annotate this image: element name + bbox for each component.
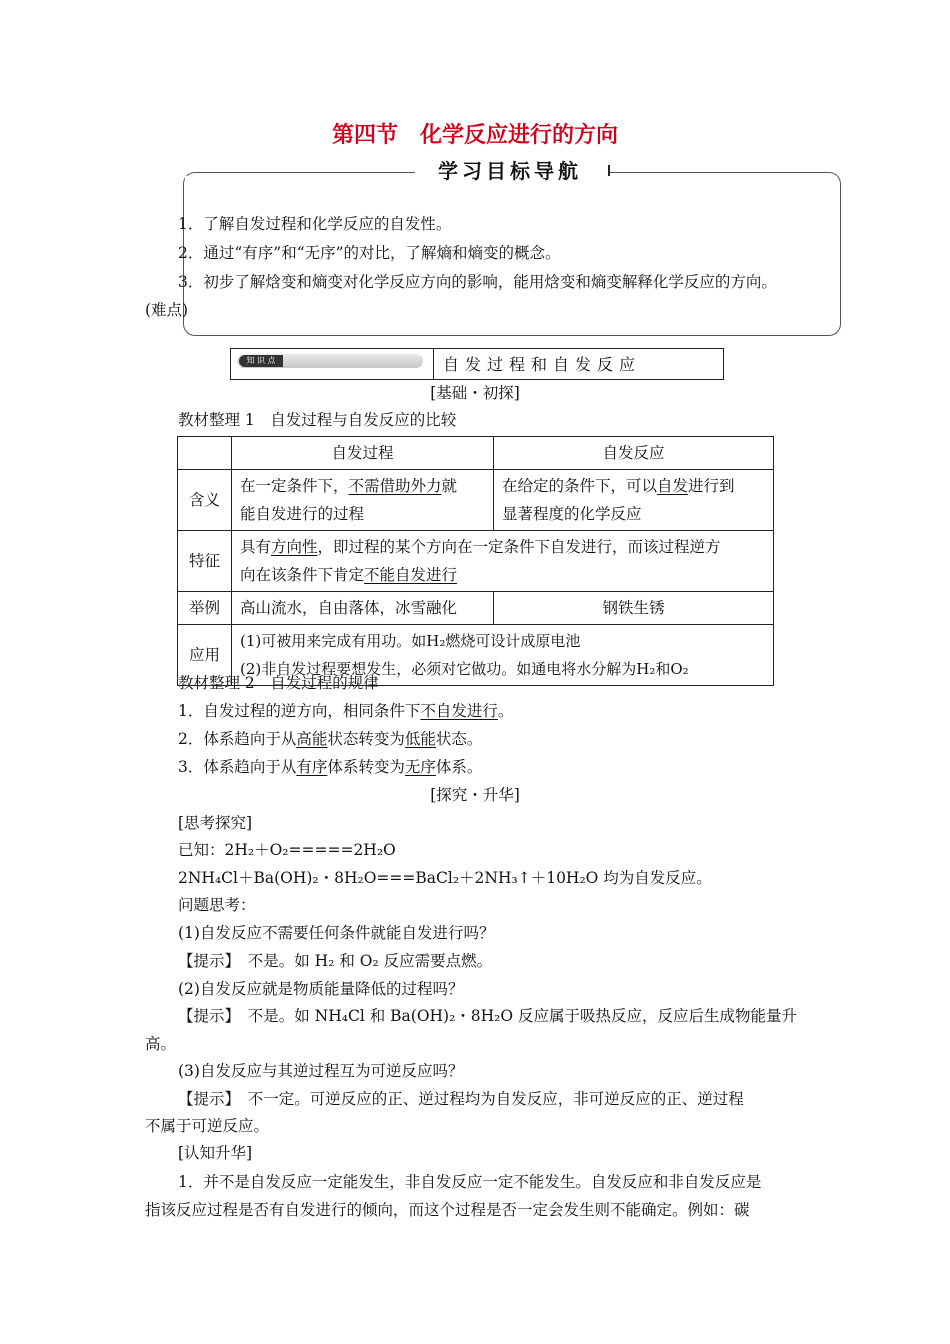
knowledge-point-tag <box>237 354 423 368</box>
rule-underlined: 高能 <box>296 730 328 748</box>
row-label-application: 应用 <box>178 625 232 686</box>
cell-underlined: 方向性 <box>271 538 318 556</box>
cell-text: 进行到 <box>688 477 735 495</box>
question-2: (2)自发反应就是物质能量降低的过程吗？ <box>178 980 464 998</box>
rule-text: 状态转变为 <box>327 730 405 748</box>
rule-item <box>178 727 482 749</box>
cell-text: 显著程度的化学反应 <box>502 505 642 523</box>
rule-item <box>178 699 513 721</box>
paragraph-1: 1．并不是自发反应一定能发生，非自发反应一定不能发生。自发反应和非自发反应是 <box>178 1173 762 1191</box>
subsection-basic: [基础・初探] <box>430 384 520 402</box>
table-corner <box>178 437 232 470</box>
answer-3-cont: 不属于可逆反应。 <box>145 1117 270 1135</box>
rule-text: 体系。 <box>435 758 483 776</box>
cell-text: 在一定条件下， <box>240 477 349 495</box>
rule-text: 体系转变为 <box>327 758 405 776</box>
row-label-feature: 特征 <box>178 531 232 592</box>
rule-underlined: 有序 <box>296 758 328 776</box>
rule-underlined: 低能 <box>404 730 436 748</box>
subsection-explore: [探究・升华] <box>430 786 520 804</box>
upgrade-heading: [认知升华] <box>178 1144 253 1162</box>
rule-underlined: 不自发进行 <box>420 702 498 720</box>
rule-text: 1．自发过程的逆方向，相同条件下 <box>178 702 421 720</box>
cell-example-reaction: 钢铁生锈 <box>494 592 774 625</box>
cell-text: 向在该条件下肯定 <box>240 566 365 584</box>
cell-text: ，即过程的某个方向在一定条件下自发进行，而该过程逆方 <box>317 538 721 556</box>
goal-item: 2．通过“有序”和“无序”的对比，了解熵和熵变的概念。 <box>178 244 561 262</box>
answer-2-cont: 高。 <box>145 1035 177 1053</box>
cell-text: 能自发进行的过程 <box>240 505 365 523</box>
question-1: (1)自发反应不需要任何条件就能自发进行吗？ <box>178 924 495 942</box>
page-title: 第四节 化学反应进行的方向 <box>331 123 618 148</box>
rule-text: 2．体系趋向于从 <box>178 730 297 748</box>
rule-text: 。 <box>497 702 514 720</box>
comparison-table <box>177 436 774 686</box>
cell-underlined: 不能自发进行 <box>364 566 458 584</box>
cell-underlined: 不需借助外力 <box>348 477 442 495</box>
cell-underlined: 自发 <box>657 477 689 495</box>
material-heading-1: 教材整理 1 自发过程与自发反应的比较 <box>178 411 457 429</box>
col-header-reaction: 自发反应 <box>494 437 774 470</box>
table-row <box>178 531 774 592</box>
cell-text: 具有 <box>240 538 272 556</box>
cell-meaning-process <box>232 470 494 531</box>
goal-item: 3．初步了解焓变和熵变对化学反应方向的影响，能用焓变和熵变解释化学反应的方向。 <box>178 273 777 291</box>
rule-text: 3．体系趋向于从 <box>178 758 297 776</box>
col-header-process: 自发过程 <box>232 437 494 470</box>
think-heading: [思考探究] <box>178 814 253 832</box>
table-row <box>178 592 774 625</box>
section-heading: 自发过程和自发反应 <box>443 355 642 374</box>
section-heading-box <box>230 348 724 380</box>
rule-underlined: 无序 <box>404 758 436 776</box>
question-heading: 问题思考： <box>178 896 256 914</box>
row-label-meaning: 含义 <box>178 470 232 531</box>
rule-item <box>178 755 482 777</box>
answer-2: 【提示】 不是。如 NH₄Cl 和 Ba(OH)₂・8H₂O 反应属于吸热反应，反应后生成物能量升 <box>178 1007 798 1025</box>
knowledge-point-label: 知 识 点 <box>239 355 283 367</box>
known-equation-2: 2NH₄Cl＋Ba(OH)₂・8H₂O===BaCl₂＋2NH₃↑＋10H₂O 均为自发反应。 <box>178 869 712 887</box>
section-divider <box>433 349 434 379</box>
material-heading-2: 教材整理 2 自发过程的规律 <box>178 674 379 692</box>
known-equation-1: 已知：2H₂＋O₂=====2H₂O <box>178 841 396 859</box>
cell-text: 在给定的条件下，可以 <box>502 477 658 495</box>
learning-goals-heading: 学习目标导航 <box>415 155 605 184</box>
cell-text: 就 <box>441 477 458 495</box>
table-row <box>178 470 774 531</box>
cell-text: (2)非自发过程要想发生，必须对它做功。如通电将水分解为H₂和O₂ <box>240 660 689 678</box>
paragraph-1-cont: 指该反应过程是否有自发进行的倾向，而这个过程是否一定会发生则不能确定。例如：碳 <box>145 1201 750 1219</box>
row-label-example: 举例 <box>178 592 232 625</box>
answer-3: 【提示】 不一定。可逆反应的正、逆过程均为自发反应，非可逆反应的正、逆过程 <box>178 1090 744 1108</box>
cell-example-process: 高山流水，自由落体，冰雪融化 <box>232 592 494 625</box>
rule-text: 状态。 <box>435 730 483 748</box>
answer-1: 【提示】 不是。如 H₂ 和 O₂ 反应需要点燃。 <box>178 952 493 970</box>
cell-meaning-reaction <box>494 470 774 531</box>
question-3: (3)自发反应与其逆过程互为可逆反应吗？ <box>178 1062 464 1080</box>
table-header-row <box>178 437 774 470</box>
goal-item-note: (难点) <box>145 301 189 319</box>
cell-text: (1)可被用来完成有用功。如H₂燃烧可设计成原电池 <box>240 632 581 650</box>
cell-feature <box>232 531 774 592</box>
goal-item: 1．了解自发过程和化学反应的自发性。 <box>178 215 452 233</box>
